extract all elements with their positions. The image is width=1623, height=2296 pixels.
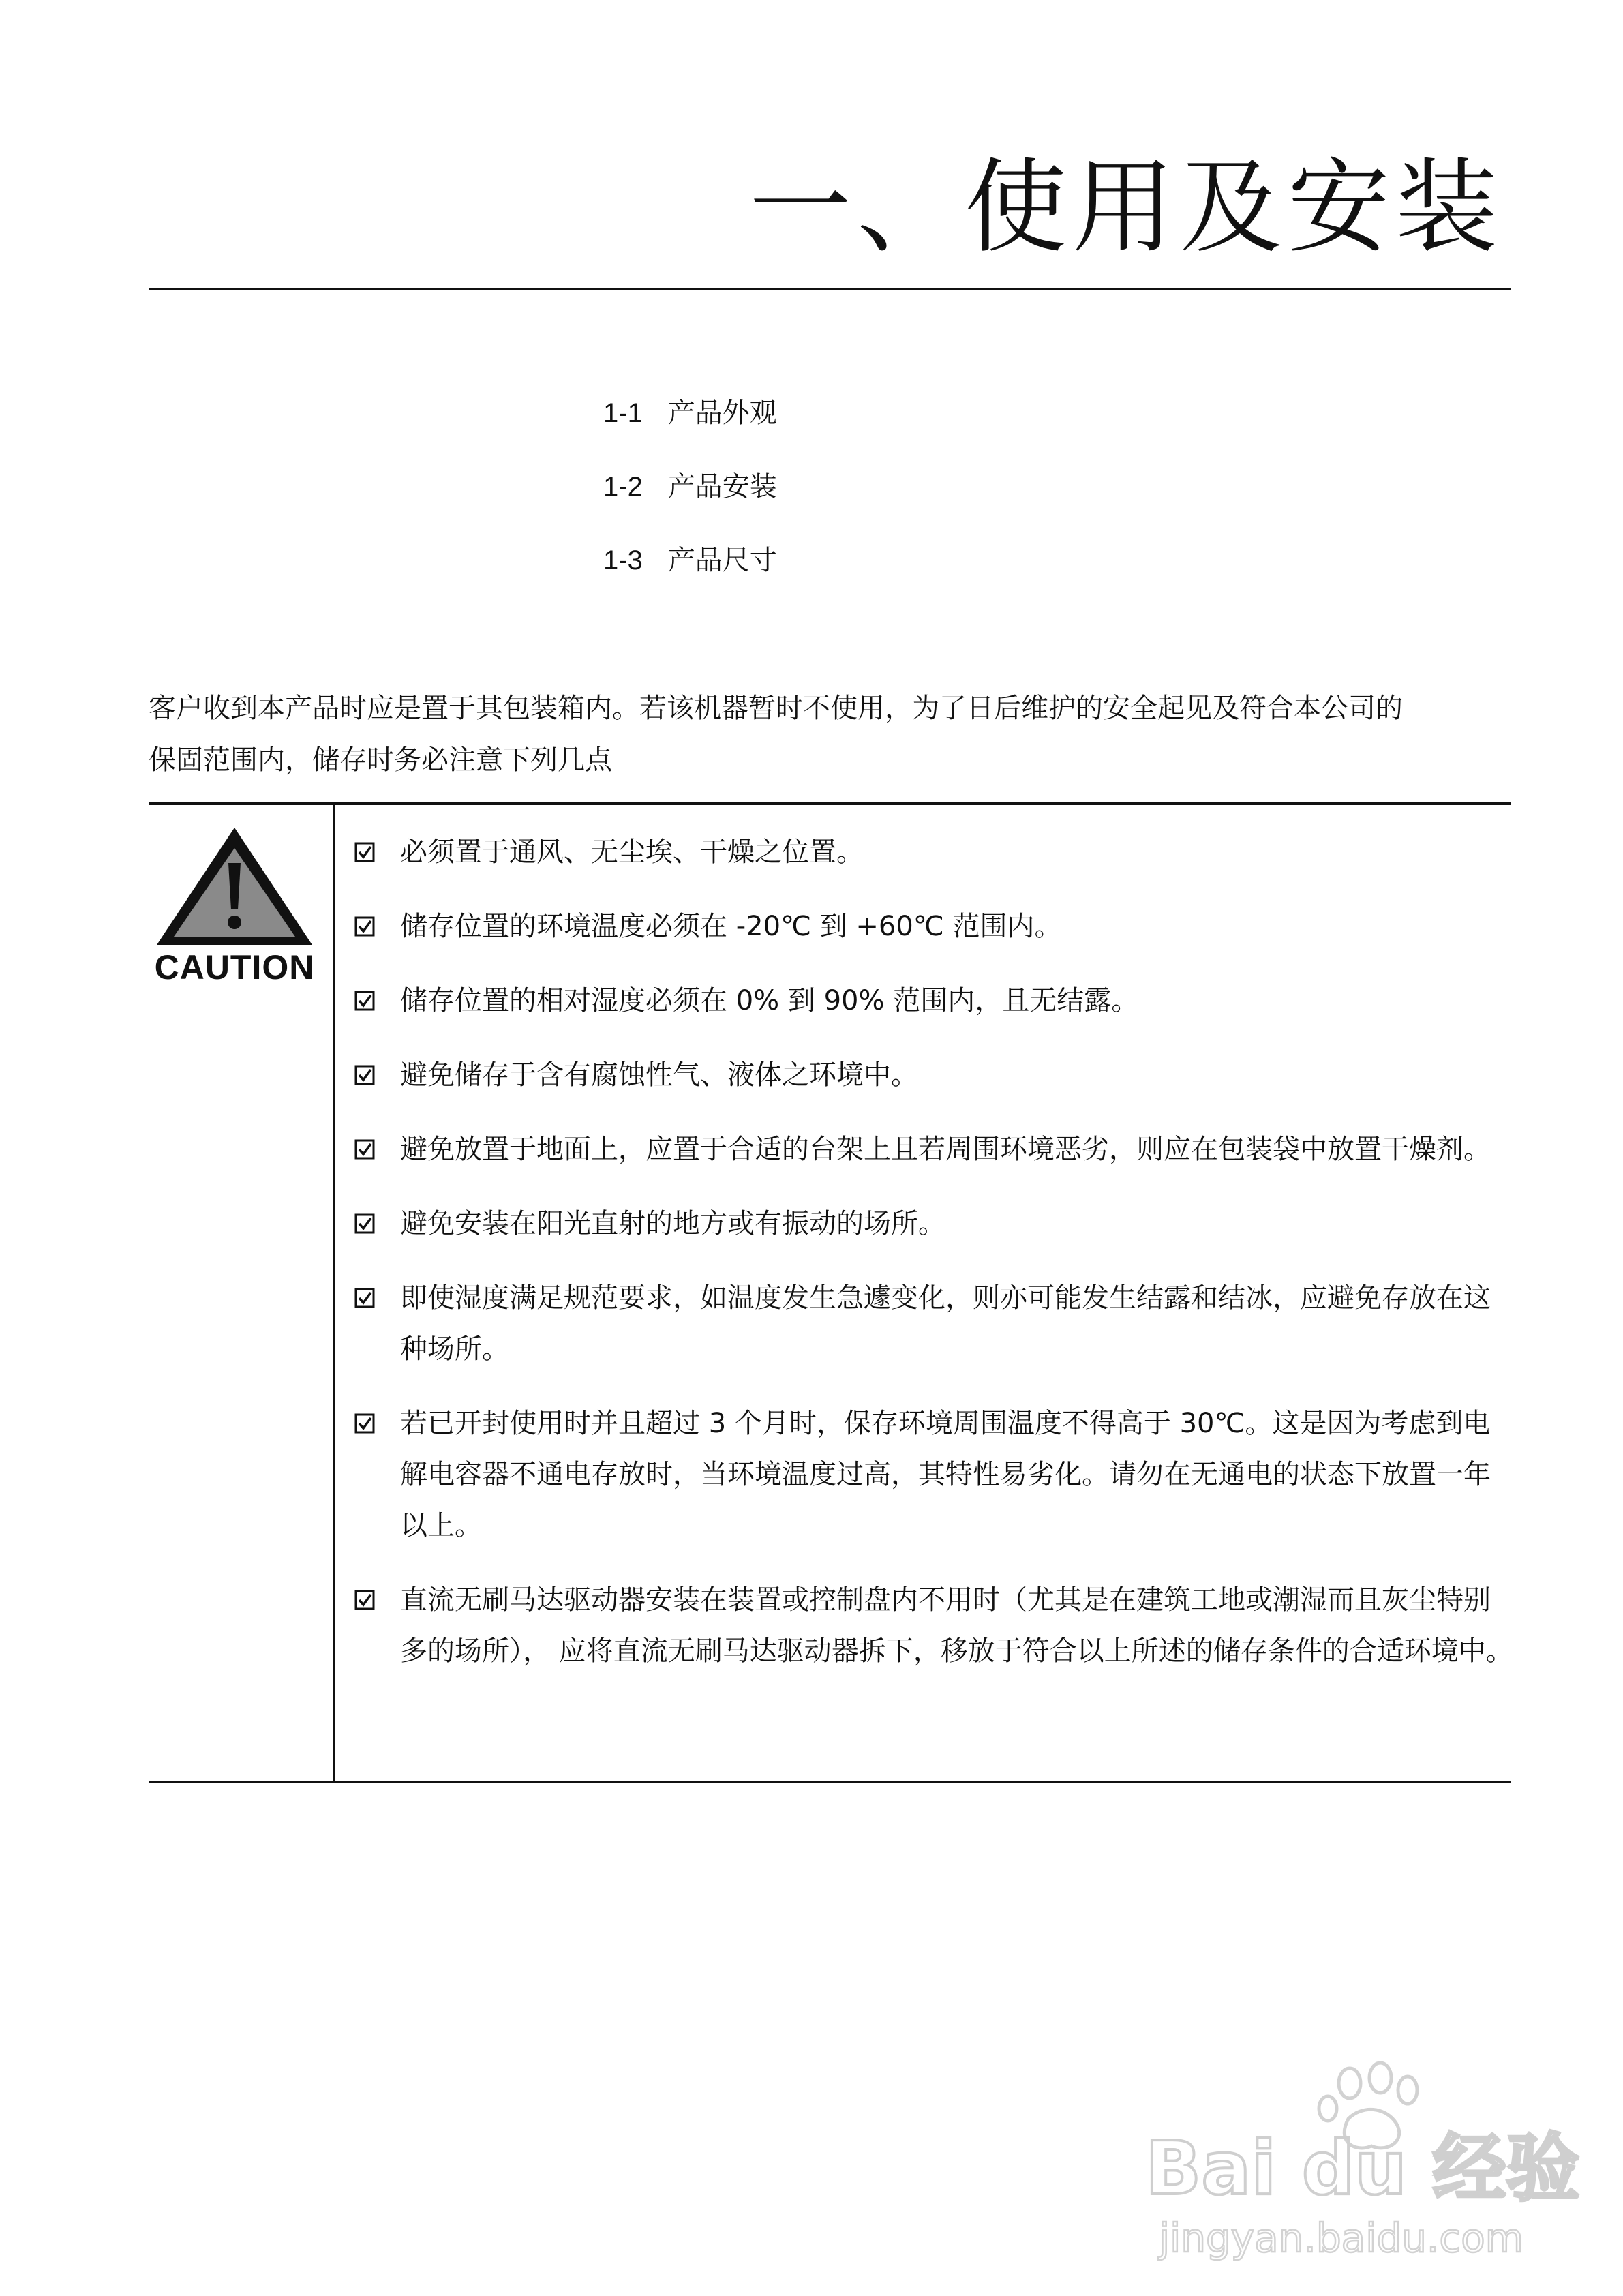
toc-label: 产品尺寸: [667, 545, 777, 576]
checklist-item: [354, 1050, 1513, 1101]
chapter-title: 一、使用及安装: [748, 149, 1503, 267]
toc-item: [603, 536, 777, 609]
checked-box-icon: [354, 842, 375, 862]
checklist-item: [354, 1575, 1513, 1677]
caution-label: CAUTION: [154, 948, 315, 986]
checked-box-icon: [354, 1213, 375, 1234]
box-column-divider: [333, 802, 335, 1782]
checklist-item: [354, 901, 1513, 952]
checklist-item: [354, 1273, 1513, 1375]
checklist-text: 必须置于通风、无尘埃、干燥之位置。: [400, 836, 864, 868]
checklist-text: 避免储存于含有腐蚀性气、液体之环境中。: [400, 1059, 918, 1091]
intro-paragraph: [149, 682, 1512, 786]
toc-label: 产品安装: [667, 471, 777, 502]
checked-box-icon: [354, 916, 375, 937]
checked-box-icon: [354, 1590, 375, 1610]
watermark-url: jingyan.baidu.com: [1159, 2215, 1524, 2261]
toc-number: 1-1: [603, 398, 643, 428]
toc-label: 产品外观: [667, 397, 777, 429]
table-of-contents: [603, 389, 777, 609]
checked-box-icon: [354, 1413, 375, 1434]
checklist-item: [354, 976, 1513, 1027]
checklist-text: 若已开封使用时并且超过 3 个月时，保存环境周围温度不得高于 30℃。这是因为考虑到电解电容器不通电存放时，当环境温度过高，其特性易劣化。请勿在无通电的状态下放置一年以上。: [400, 1408, 1491, 1541]
checklist-text: 即使湿度满足规范要求，如温度发生急遽变化，则亦可能发生结露和结冰，应避免存放在这种场所。: [400, 1282, 1491, 1365]
intro-line: 保固范围内，储存时务必注意下列几点: [149, 744, 612, 776]
watermark-brand: Bai du 经验: [1145, 2126, 1580, 2211]
toc-item: [603, 462, 777, 536]
checked-box-icon: [354, 1065, 375, 1085]
checklist-item: [354, 1398, 1513, 1552]
checklist-text: 避免放置于地面上，应置于合适的台架上且若周围环境恶劣，则应在包装袋中放置干燥剂。: [400, 1134, 1491, 1165]
checklist-item: [354, 1124, 1513, 1175]
title-divider: [149, 288, 1511, 290]
intro-line: 客户收到本产品时应是置于其包装箱内。若该机器暂时不使用，为了日后维护的安全起见及符合本公司的: [149, 693, 1403, 724]
checked-box-icon: [354, 1139, 375, 1160]
baidu-jingyan-watermark: [1145, 2057, 1580, 2269]
box-bottom-rule: [149, 1781, 1511, 1783]
storage-checklist: [354, 827, 1513, 1700]
toc-item: [603, 389, 777, 462]
caution-badge: [154, 825, 315, 1002]
checklist-text: 避免安装在阳光直射的地方或有振动的场所。: [400, 1208, 945, 1239]
warning-triangle-icon: [154, 825, 315, 948]
toc-number: 1-3: [603, 545, 643, 575]
toc-number: 1-2: [603, 472, 643, 502]
checklist-text: 直流无刷马达驱动器安装在装置或控制盘内不用时（尤其是在建筑工地或潮湿而且灰尘特别多的场所）， 应将直流无刷马达驱动器拆下，移放于符合以上所述的储存条件的合适环境中。: [400, 1584, 1513, 1667]
checklist-text: 储存位置的相对湿度必须在 0% 到 90% 范围内，且无结露。: [400, 985, 1139, 1016]
checked-box-icon: [354, 991, 375, 1011]
checklist-text: 储存位置的环境温度必须在 -20℃ 到 +60℃ 范围内。: [400, 911, 1062, 942]
checklist-item: [354, 827, 1513, 878]
box-top-rule: [149, 802, 1511, 805]
checklist-item: [354, 1198, 1513, 1250]
checked-box-icon: [354, 1288, 375, 1308]
